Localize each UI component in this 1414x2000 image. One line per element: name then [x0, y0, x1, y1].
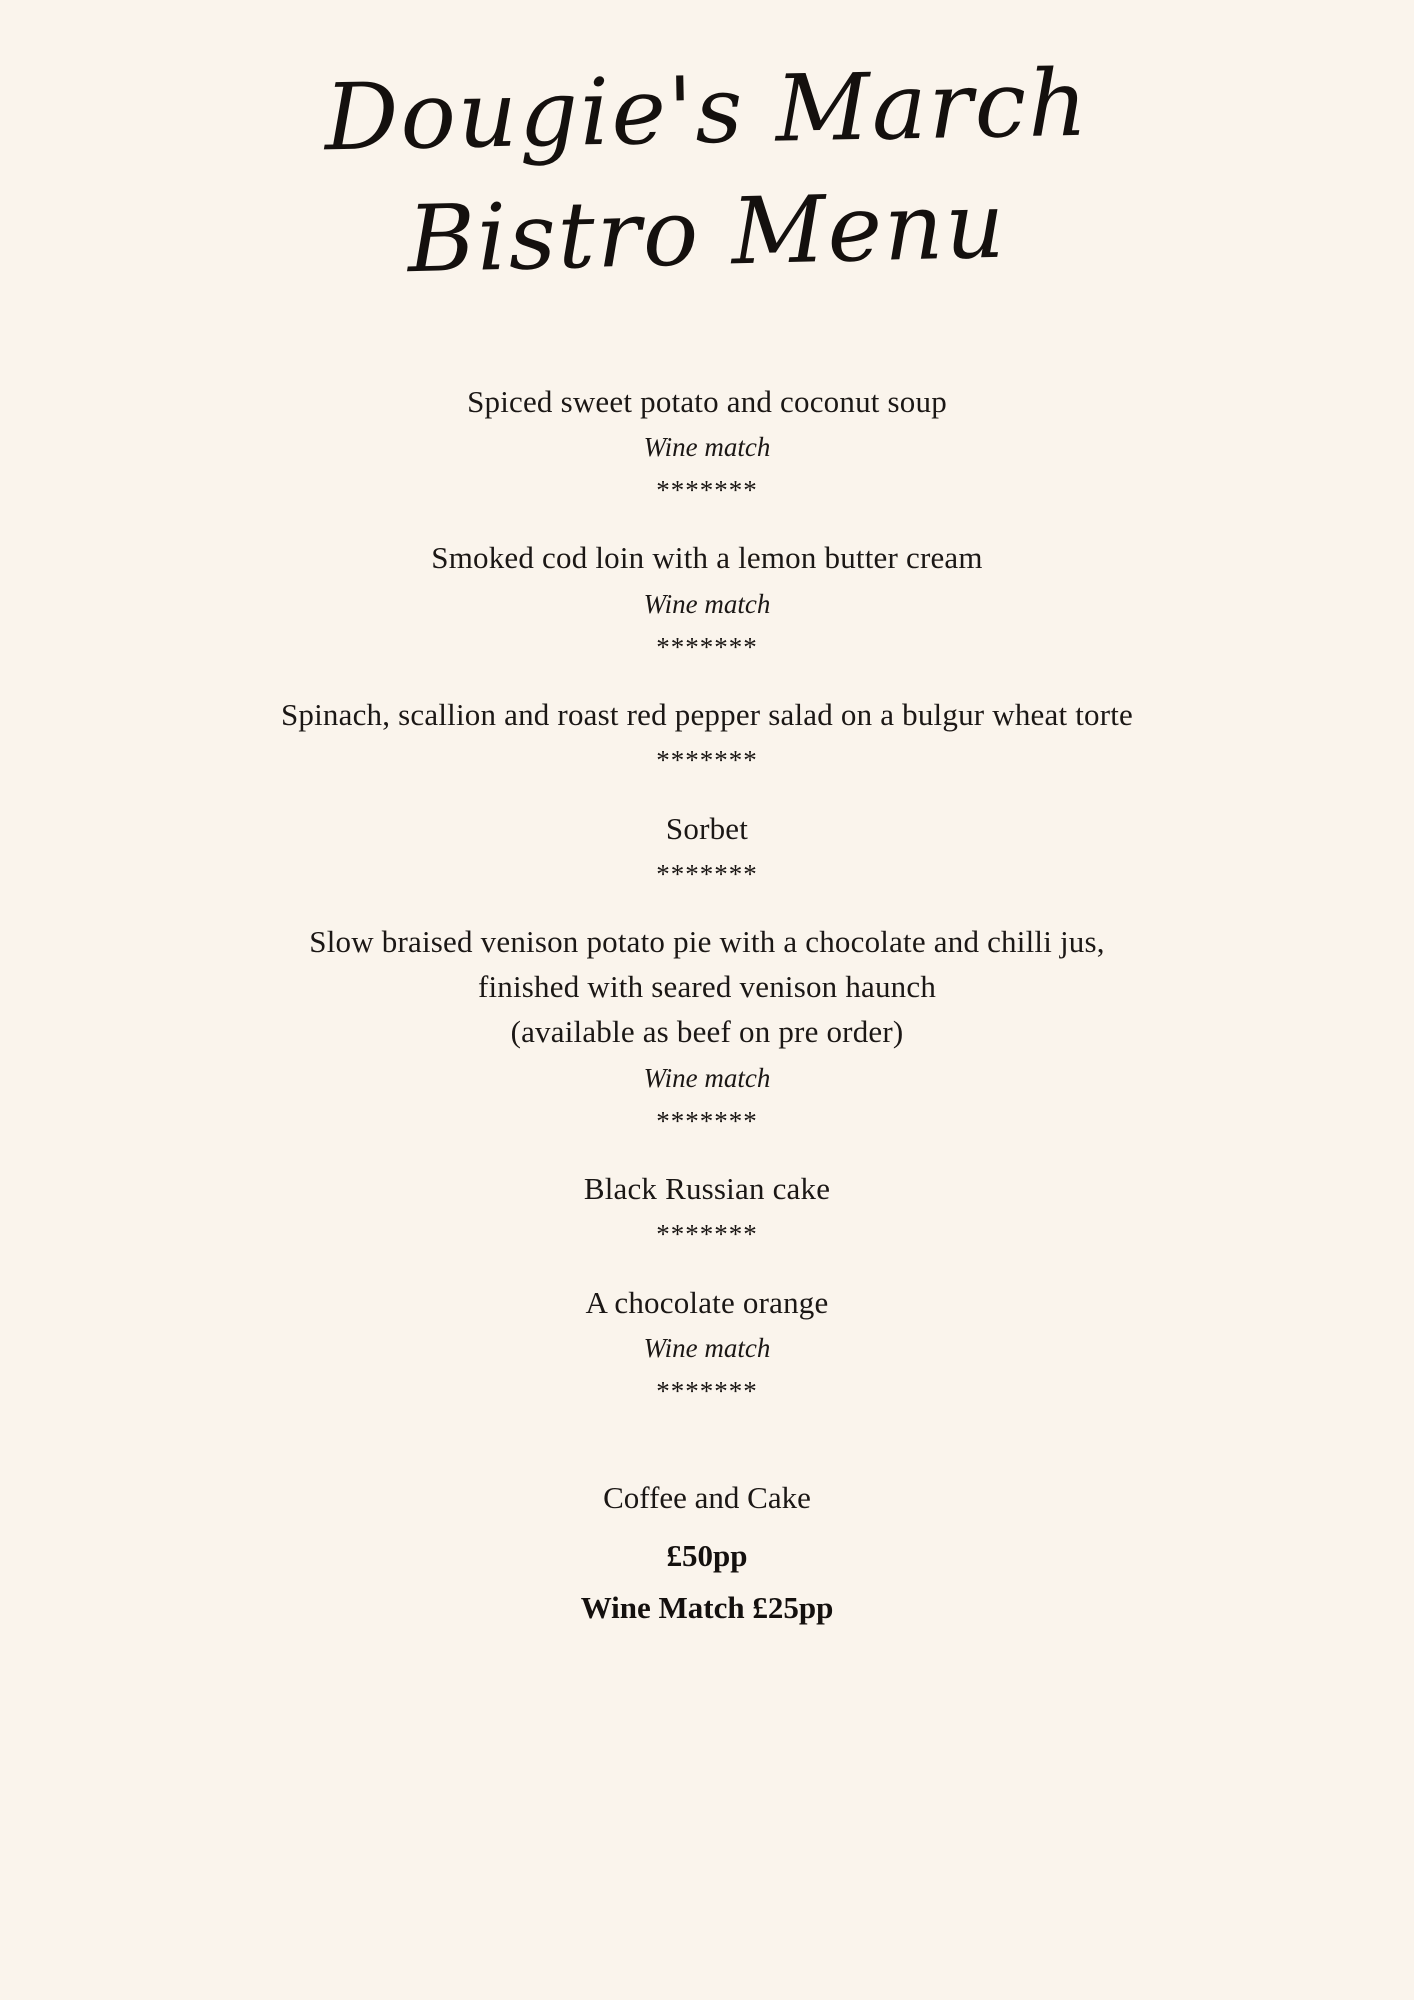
- spacer: [120, 667, 1294, 693]
- course-item: [120, 380, 1294, 511]
- dish-name: Spiced sweet potato and coconut soup: [467, 383, 947, 419]
- menu-title: [120, 49, 1294, 294]
- spacer: [120, 1255, 1294, 1281]
- title-line-2: Bistro Menu: [406, 171, 1008, 294]
- course-item: [120, 1281, 1294, 1412]
- course-separator: *******: [656, 858, 758, 889]
- dish-name: Black Russian cake: [583, 1171, 831, 1207]
- course-separator: *******: [656, 631, 758, 662]
- dish-name: Smoked cod loin with a lemon butter cream: [431, 540, 983, 576]
- dish-name: [120, 920, 1294, 1055]
- title-line-1: Dougie's March: [323, 49, 1091, 172]
- wine-match: Wine match: [643, 432, 771, 463]
- course-item: [120, 807, 1294, 894]
- spacer: [120, 894, 1294, 920]
- menu-footer: [120, 1475, 1294, 1632]
- wine-match: Wine match: [643, 1333, 771, 1364]
- dish-line: (available as beef on pre order): [510, 1014, 904, 1050]
- course-item: [120, 693, 1294, 780]
- dish-name: A chocolate orange: [585, 1284, 829, 1320]
- dish-name: Spinach, scallion and roast red pepper salad on a bulgur wheat torte: [280, 697, 1134, 733]
- course-separator: *******: [656, 474, 758, 505]
- course-separator: *******: [656, 745, 758, 776]
- course-item: [120, 1167, 1294, 1254]
- coffee-and-cake: Coffee and Cake: [603, 1480, 811, 1516]
- dish-name: Sorbet: [665, 810, 749, 846]
- dish-line: Slow braised venison potato pie with a chocolate and chilli jus,: [309, 924, 1105, 960]
- wine-match-price: Wine Match £25pp: [580, 1589, 834, 1625]
- menu-courses: [120, 380, 1294, 1412]
- wine-match: Wine match: [643, 589, 771, 620]
- course-separator: *******: [656, 1219, 758, 1249]
- menu-price: £50pp: [666, 1537, 748, 1573]
- spacer: [120, 510, 1294, 536]
- dish-line: finished with seared venison haunch: [477, 969, 937, 1005]
- course-item: [120, 920, 1294, 1141]
- spacer: [120, 1141, 1294, 1167]
- spacer: [120, 781, 1294, 807]
- wine-match: Wine match: [643, 1063, 771, 1094]
- course-item: [120, 536, 1294, 667]
- course-separator: *******: [656, 1105, 758, 1136]
- course-separator: *******: [656, 1375, 758, 1406]
